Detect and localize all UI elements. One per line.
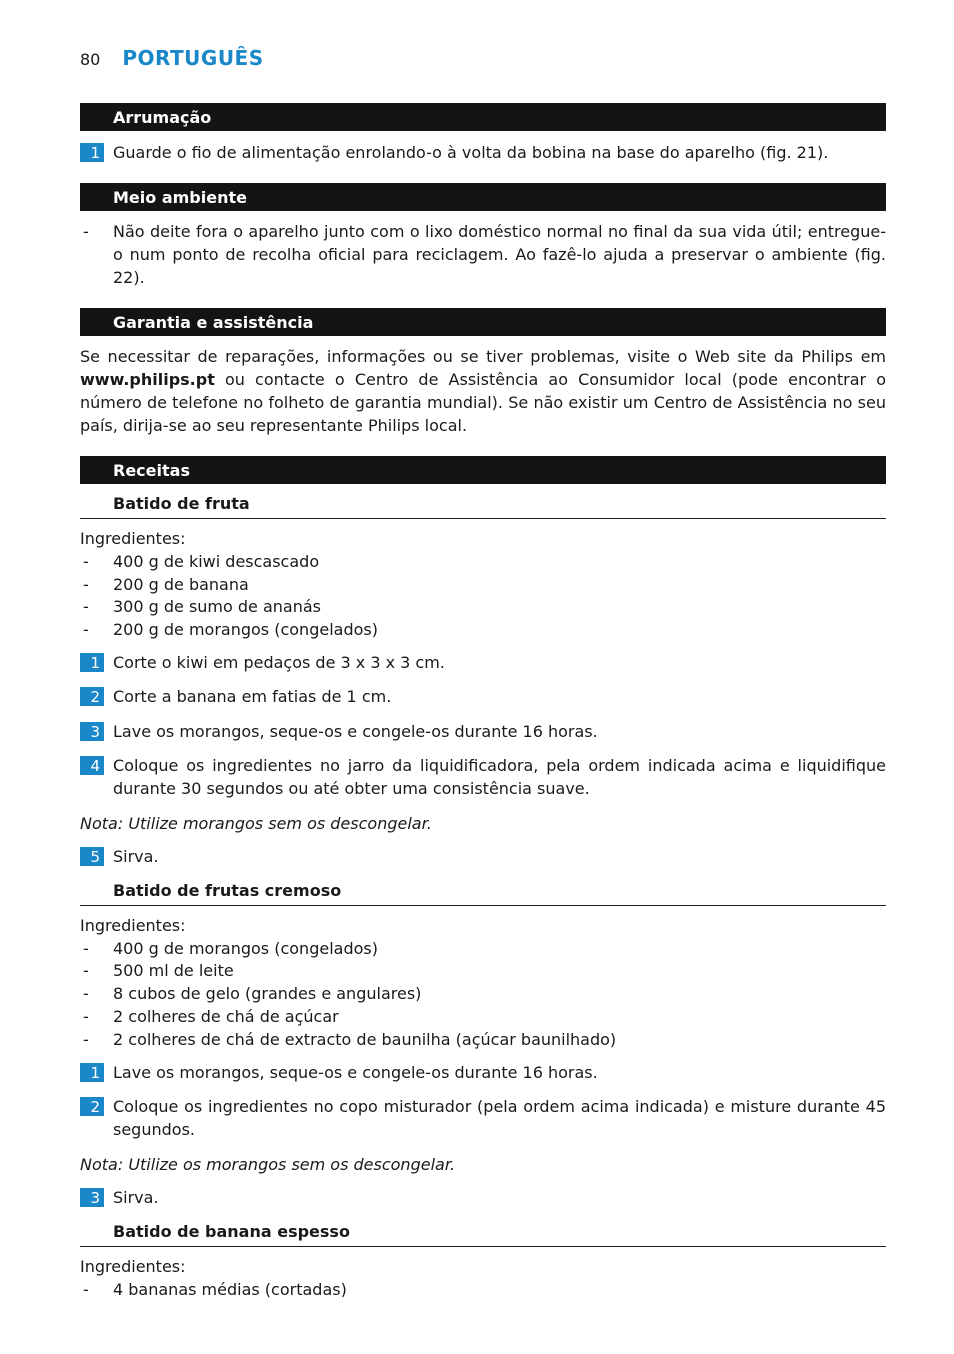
ingredients-label: Ingredientes:: [80, 1257, 186, 1276]
ingredient-item: - 400 g de morangos (congelados): [83, 939, 378, 958]
ingredient-item: - 400 g de kiwi descascado: [83, 552, 320, 571]
recipe1-step-1: [80, 652, 886, 675]
recipe2-note: Nota: Utilize os morangos sem os descongelar.: [80, 1155, 456, 1174]
step-text: Sirva.: [113, 1188, 159, 1207]
ingredient-item: - 2 colheres de chá de extracto de baunilha (açúcar baunilhado): [83, 1030, 617, 1049]
section-header-environment: Meio ambiente: [80, 183, 886, 211]
step-text: Corte a banana em fatias de 1 cm.: [113, 687, 392, 706]
page-number: 80: [80, 50, 101, 69]
recipe2-step-3: [80, 1187, 886, 1210]
recipe2-step-2: [80, 1096, 886, 1141]
step-number: 5: [80, 847, 104, 866]
recipe1-step-5: [80, 846, 886, 869]
step-number: 3: [80, 722, 104, 741]
ingredient-item: - 200 g de morangos (congelados): [83, 620, 378, 639]
environment-bullet-1: [80, 220, 886, 289]
step-number: 1: [80, 1063, 104, 1082]
philips-website-link[interactable]: www.philips.pt: [80, 370, 215, 389]
step-text: Coloque os ingredientes no jarro da liquidificadora, pela ordem indicada acima e liquidifique durante 30 segundos ou até obter uma consistência suave.: [113, 756, 886, 798]
recipe1-step-4: [80, 755, 886, 800]
bullet-text: Não deite fora o aparelho junto com o lixo doméstico normal no final da sua vida útil; entregue-o num ponto de recolha oficial para reciclagem. Ao fazê-lo ajuda a preservar o ambiente (fig. 22).: [113, 222, 886, 287]
section-header-warranty: Garantia e assistência: [80, 308, 886, 336]
recipe2-step-1: [80, 1062, 886, 1085]
ingredient-item: - 300 g de sumo de ananás: [83, 597, 322, 616]
recipe1-note: Nota: Utilize morangos sem os descongelar.: [80, 814, 432, 833]
ingredient-item: - 4 bananas médias (cortadas): [83, 1280, 347, 1299]
step-text: Corte o kiwi em pedaços de 3 x 3 x 3 cm.: [113, 653, 445, 672]
step-text: Coloque os ingredientes no copo misturador (pela ordem acima indicada) e misture durante 45 segundos.: [113, 1097, 886, 1139]
ingredients-label: Ingredientes:: [80, 916, 186, 935]
storage-step-1: [80, 142, 886, 165]
warranty-text-before-link: Se necessitar de reparações, informações ou se tiver problemas, visite o Web site da Philips em: [80, 347, 886, 366]
section-header-storage: Arrumação: [80, 103, 886, 131]
step-text: Sirva.: [113, 847, 159, 866]
step-number: 4: [80, 756, 104, 775]
page-header: [80, 46, 264, 74]
section-header-recipes: Receitas: [80, 456, 886, 484]
recipe1-step-3: [80, 721, 886, 744]
recipe-title-batido-de-frutas-cremoso: Batido de frutas cremoso: [80, 880, 886, 906]
recipe-title-batido-de-banana-espesso: Batido de banana espesso: [80, 1221, 886, 1247]
warranty-text-after-link: ou contacte o Centro de Assistência ao Consumidor local (pode encontrar o número de telefone no folheto de garantia mundial). Se não existir um Centro de Assistência no seu país, dirija-se ao seu representante Philips local.: [80, 370, 886, 435]
bullet-dash: -: [83, 222, 89, 241]
step-text: Lave os morangos, seque-os e congele-os durante 16 horas.: [113, 1063, 598, 1082]
ingredient-item: - 200 g de banana: [83, 575, 249, 594]
step-number: 3: [80, 1188, 104, 1207]
step-number: 2: [80, 1097, 104, 1116]
ingredients-label: Ingredientes:: [80, 529, 186, 548]
recipe-title-batido-de-fruta: Batido de fruta: [80, 493, 886, 519]
step-number: 1: [80, 143, 104, 162]
ingredient-item: - 500 ml de leite: [83, 961, 234, 980]
recipe1-step-2: [80, 686, 886, 709]
warranty-paragraph: [80, 345, 886, 437]
ingredient-item: - 2 colheres de chá de açúcar: [83, 1007, 339, 1026]
step-number: 1: [80, 653, 104, 672]
step-number: 2: [80, 687, 104, 706]
step-text: Lave os morangos, seque-os e congele-os durante 16 horas.: [113, 722, 598, 741]
step-text: Guarde o fio de alimentação enrolando-o à volta da bobina na base do aparelho (fig. 21).: [113, 143, 829, 162]
ingredient-item: - 8 cubos de gelo (grandes e angulares): [83, 984, 422, 1003]
language-title: PORTUGUÊS: [122, 46, 264, 70]
